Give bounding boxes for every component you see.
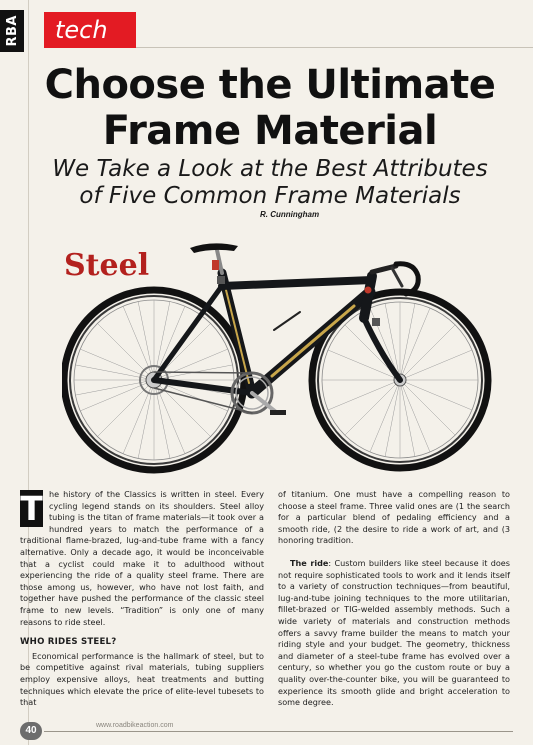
page-number: 40 xyxy=(20,722,42,740)
header-rule xyxy=(136,47,533,48)
who-rides-steel-text: Economical performance is the hallmark of steel, but to be competitive against rival materials, tubing suppliers employ expensive alloys, heat treatments and butting techniques which elevate the price of elite-level tubesets to that xyxy=(20,650,264,708)
who-rides-steel-heading: WHO RIDES STEEL? xyxy=(20,637,117,648)
footer-url: www.roadbikeaction.com xyxy=(96,722,174,729)
the-ride-text: : Custom builders like steel because it does not require sophisticated tools to work and it lends itself to a variety of construction techniques—from beautiful, lug-and-tube joining techniques to the more utilitarian, fillet-brazed or TIG-welded assembly methods. Such a wide variety of materials and construction methods offers a savvy frame builder the means to match your riding style and your budget. The geometry, thickness and diameter of a steel-tube frame has evolved over a century, so whether you go the custom route or buy a quality over-the-counter bike, you will be guaranteed to experience its smooth glide and bright acceleration to some degree. xyxy=(278,557,510,708)
intro-text: he history of the Classics is written in steel. Every cycling legend stands on its shoulders. Steel alloy tubing is the titan of frame materials—it took over a hundred years to match the performance of a traditional flame-brazed, lug-and-tube frame with a fancy alternative. Only a decade ago, it would be inconceivable that a cyclist could make it to adulthood without experiencing the ride of a quality steel frame. There are those among us, however, who have not lost faith, and together have pushed the performance of the classic steel frame to new levels. “Tradition” is only one of many reasons to ride steel. xyxy=(20,489,264,627)
section-header-bar xyxy=(44,12,136,48)
article-column-left xyxy=(20,489,264,709)
section-tab xyxy=(0,10,24,52)
footer-rule xyxy=(44,731,513,732)
drop-cap: T xyxy=(20,489,43,528)
deck-line-2: of Five Common Frame Materials xyxy=(79,183,461,209)
section-label: tech xyxy=(55,16,108,44)
the-ride-paragraph xyxy=(278,558,510,709)
material-label: Steel xyxy=(64,248,150,283)
byline: R. Cunningham xyxy=(260,210,320,219)
article-column-right xyxy=(278,489,510,709)
the-ride-lead: The ride xyxy=(290,557,329,568)
headline-line-1: Choose the Ultimate xyxy=(44,62,496,108)
intro-paragraph xyxy=(20,489,264,628)
section-tab-label: RBA xyxy=(4,15,20,47)
deck-line-1: We Take a Look at the Best Attributes xyxy=(52,156,488,182)
headline-line-2: Frame Material xyxy=(102,108,438,154)
titanium-paragraph: of titanium. One must have a compelling reason to choose a steel frame. Three valid ones are (1 the search for a particular blend of pedaling efficiency and a smooth ride, (2 the desire to ride a work of art, and (3 honoring tradition. xyxy=(278,489,510,546)
